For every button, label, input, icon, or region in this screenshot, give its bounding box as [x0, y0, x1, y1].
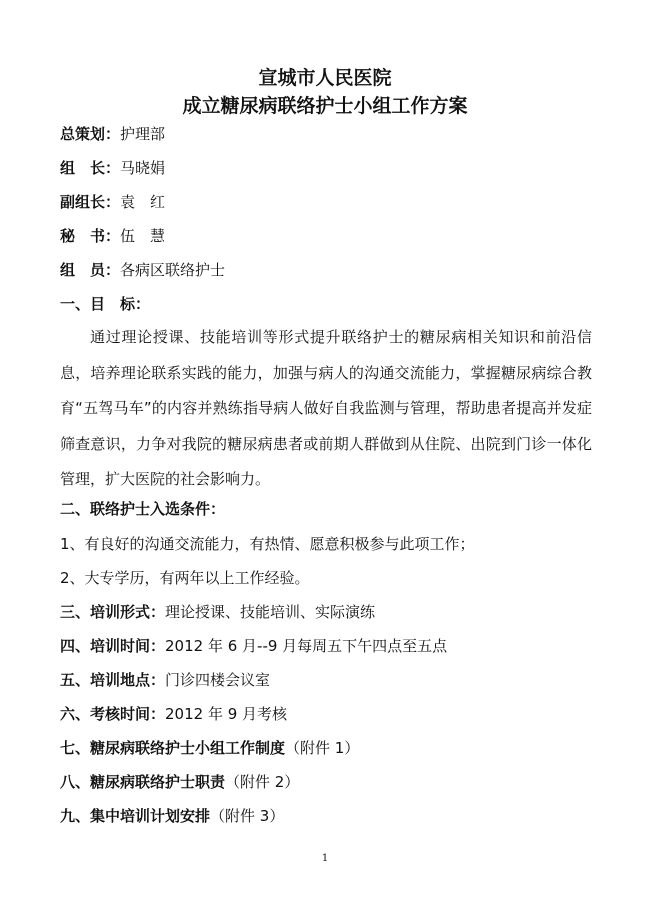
- section-label: 四、培训时间：: [60, 637, 166, 655]
- section-label: 五、培训地点：: [60, 671, 166, 689]
- section-value: （附件 1）: [285, 739, 360, 757]
- plan-title: 成立糖尿病联络护士小组工作方案: [182, 95, 468, 117]
- section-value: 2012 年 6 月--9 月每周五下午四点至五点: [165, 637, 448, 655]
- role-value: 伍 慧: [120, 227, 166, 245]
- section-value: 2012 年 9 月考核: [165, 705, 288, 723]
- section-label: 三、培训形式：: [60, 603, 166, 621]
- role-chief-planner: [60, 123, 165, 144]
- section-label: 七、糖尿病联络护士小组工作制度: [60, 739, 286, 757]
- goal-paragraph: 通过理论授课、技能培训等形式提升联络护士的糖尿病相关知识和前沿信息，培养理论联系实践的能力，加强与病人的沟通交流能力，掌握糖尿病综合教育“五驾马车”的内容并熟练指导病人做好自我监测与管理，帮助患者提高并发症筛查意识，力争对我院的糖尿病患者或前期人群做到从住院、出院到门诊一体化管理，扩大医院的社会影响力。: [60, 328, 592, 488]
- section-label: 六、考核时间：: [60, 705, 166, 723]
- section-label: 八、糖尿病联络护士职责: [60, 773, 226, 791]
- role-label: 组 员：: [60, 261, 121, 279]
- condition-item: 2、大专学历，有两年以上工作经验。: [60, 569, 310, 587]
- section-value: （附件 2）: [225, 773, 300, 791]
- goal-heading: 一、目 标：: [60, 295, 151, 313]
- role-label: 秘 书：: [60, 227, 121, 245]
- role-label: 组 长：: [60, 159, 121, 177]
- role-deputy-leader: [60, 191, 165, 212]
- role-label: 副组长：: [60, 193, 121, 211]
- section-training-time: [60, 635, 447, 656]
- section-training-plan: [60, 805, 284, 826]
- conditions-heading: 二、联络护士入选条件：: [60, 500, 226, 518]
- role-value: 马晓娟: [120, 159, 166, 177]
- section-value: （附件 3）: [210, 807, 285, 825]
- role-value: 护理部: [120, 125, 166, 143]
- role-value: 各病区联络护士: [120, 261, 226, 279]
- section-training-form: [60, 601, 375, 622]
- section-value: 理论授课、技能培训、实际演练: [165, 603, 376, 621]
- role-leader: [60, 157, 165, 178]
- role-label: 总策划：: [60, 125, 121, 143]
- condition-item: 1、有良好的沟通交流能力，有热情、愿意积极参与此项工作；: [60, 535, 475, 553]
- section-value: 门诊四楼会议室: [165, 671, 271, 689]
- section-duties: [60, 771, 299, 792]
- hospital-name: 宣城市人民医院: [258, 67, 392, 89]
- section-label: 九、集中培训计划安排: [60, 807, 211, 825]
- role-value: 袁 红: [120, 193, 166, 211]
- section-assessment-time: [60, 703, 287, 724]
- section-training-location: [60, 669, 270, 690]
- page-number: 1: [321, 853, 329, 864]
- section-work-system: [60, 737, 359, 758]
- role-members: [60, 259, 225, 280]
- role-secretary: [60, 225, 165, 246]
